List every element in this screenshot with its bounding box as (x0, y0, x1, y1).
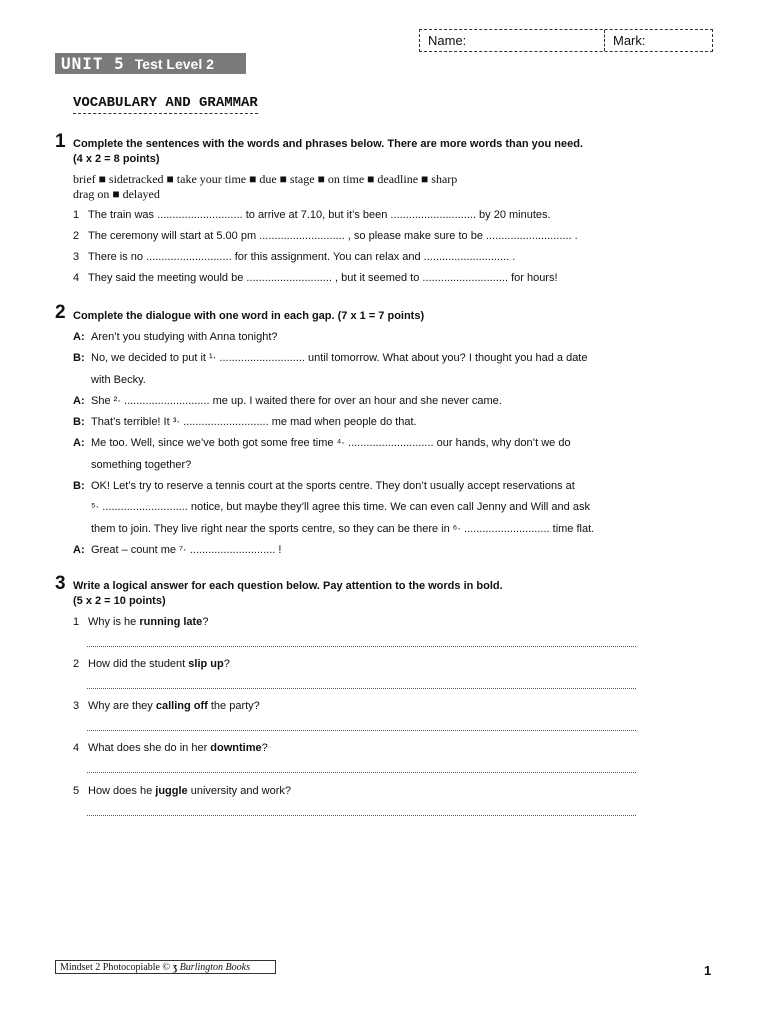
word-bank-line-1: brief ■ sidetracked ■ take your time ■ due ■ stage ■ on time ■ deadline ■ sharp (73, 172, 458, 186)
dialogue-line: with Becky. (91, 374, 146, 386)
question-1-instruction (73, 137, 583, 167)
dialogue-line: Me too. Well, since we’ve both got some free time ⁴· ............................ our hands, why don’t we do (91, 437, 571, 449)
dialogue: A: Aren’t you studying with Anna tonight? B: No, we decided to put it ¹· ............................ until tomorrow. What about you? I thought you had a date with Becky. A: She ²· ............................ me up. I waited there for over an hour and she never came. B: That’s terrible! It ³· ............................ me mad when people do that. A: Me too. Well, since we’ve both got some free time ⁴· ............................ our hands, why don’t we do something together? B: OK! Let’s try to reserve a tennis court at the sports centre. They don’t usually accept reservations at ⁵· ............................ notice, but maybe they’ll agree this time. We can even call Jenny and Will and ask them to join. They live right near the sports centre, so they can be there in ⁶· ............................ time flat. A: Great – count me ⁷· ............................ ! (73, 331, 595, 556)
q1-sentence: 3 There is no ............................ for this assignment. You can relax and ............................ . (73, 251, 516, 263)
q3-question: 4 What does she do in her downtime? (73, 742, 268, 754)
q3-instruction-text: Write a logical answer for each question below. Pay attention to the words in bold. (73, 580, 503, 592)
test-level-label: Test Level 2 (134, 55, 214, 72)
dialogue-line: That’s terrible! It ³· ............................ me mad when people do that. (91, 416, 417, 428)
burlington-logo-icon: ʒ (172, 962, 180, 973)
dialogue-line: OK! Let’s try to reserve a tennis court at the sports centre. They don’t usually accept reservations at (91, 480, 575, 492)
answer-line[interactable] (87, 815, 636, 816)
q3-question: 5 How does he juggle university and work? (73, 785, 291, 797)
question-3-instruction (73, 579, 503, 609)
question-1-number: 1 (55, 131, 66, 152)
word-bank (73, 172, 457, 202)
question-2-instruction: Complete the dialogue with one word in each gap. (7 x 1 = 7 points) (73, 310, 425, 322)
q1-instruction-text: Complete the sentences with the words and phrases below. There are more words than you need. (73, 138, 583, 150)
section-title: VOCABULARY AND GRAMMAR (73, 95, 258, 114)
copyright-text: Mindset 2 Photocopiable © (60, 962, 173, 973)
q3-points: (5 x 2 = 10 points) (73, 595, 166, 607)
unit-banner (55, 53, 246, 74)
dialogue-line: them to join. They live right near the sports centre, so they can be there in ⁶· ............................ time flat. (91, 523, 595, 535)
q1-sentence: 1 The train was ............................ to arrive at 7.10, but it’s been ............................ by 20 minutes. (73, 209, 551, 221)
name-mark-box (419, 29, 713, 52)
answer-line[interactable] (87, 730, 636, 731)
q1-sentence: 2 The ceremony will start at 5.00 pm ............................ , so please make sure to be ............................ . (73, 230, 578, 242)
dialogue-line: something together? (91, 459, 192, 471)
mark-label: Mark: (613, 33, 646, 48)
answer-line[interactable] (87, 688, 636, 689)
answer-line[interactable] (87, 646, 636, 647)
answer-line[interactable] (87, 772, 636, 773)
name-label: Name: (420, 30, 605, 51)
dialogue-line: She ²· ............................ me up. I waited there for over an hour and she never came. (91, 395, 502, 407)
dialogue-line: Aren’t you studying with Anna tonight? (91, 331, 278, 343)
question-3-number: 3 (55, 573, 66, 594)
dialogue-line: No, we decided to put it ¹· ............................ until tomorrow. What about you? I thought you had a date (91, 352, 588, 364)
page-number: 1 (704, 963, 712, 978)
dialogue-line: Great – count me ⁷· ............................ ! (91, 544, 282, 556)
q1-points: (4 x 2 = 8 points) (73, 153, 160, 165)
q1-sentence: 4 They said the meeting would be ............................ , but it seemed to ............................ for hours! (73, 272, 558, 284)
question-2-number: 2 (55, 302, 66, 323)
dialogue-line: ⁵· ............................ notice, but maybe they’ll agree this time. We can even call Jenny and Will and ask (91, 501, 590, 513)
word-bank-line-2: drag on ■ delayed (73, 187, 160, 201)
q3-question: 2 How did the student slip up? (73, 658, 230, 670)
q3-question: 3 Why are they calling off the party? (73, 700, 260, 712)
unit-label: UNIT 5 (61, 54, 125, 73)
publisher-name: Burlington Books (179, 962, 250, 973)
q3-question: 1 Why is he running late? (73, 616, 209, 628)
copyright-footer (55, 960, 276, 974)
